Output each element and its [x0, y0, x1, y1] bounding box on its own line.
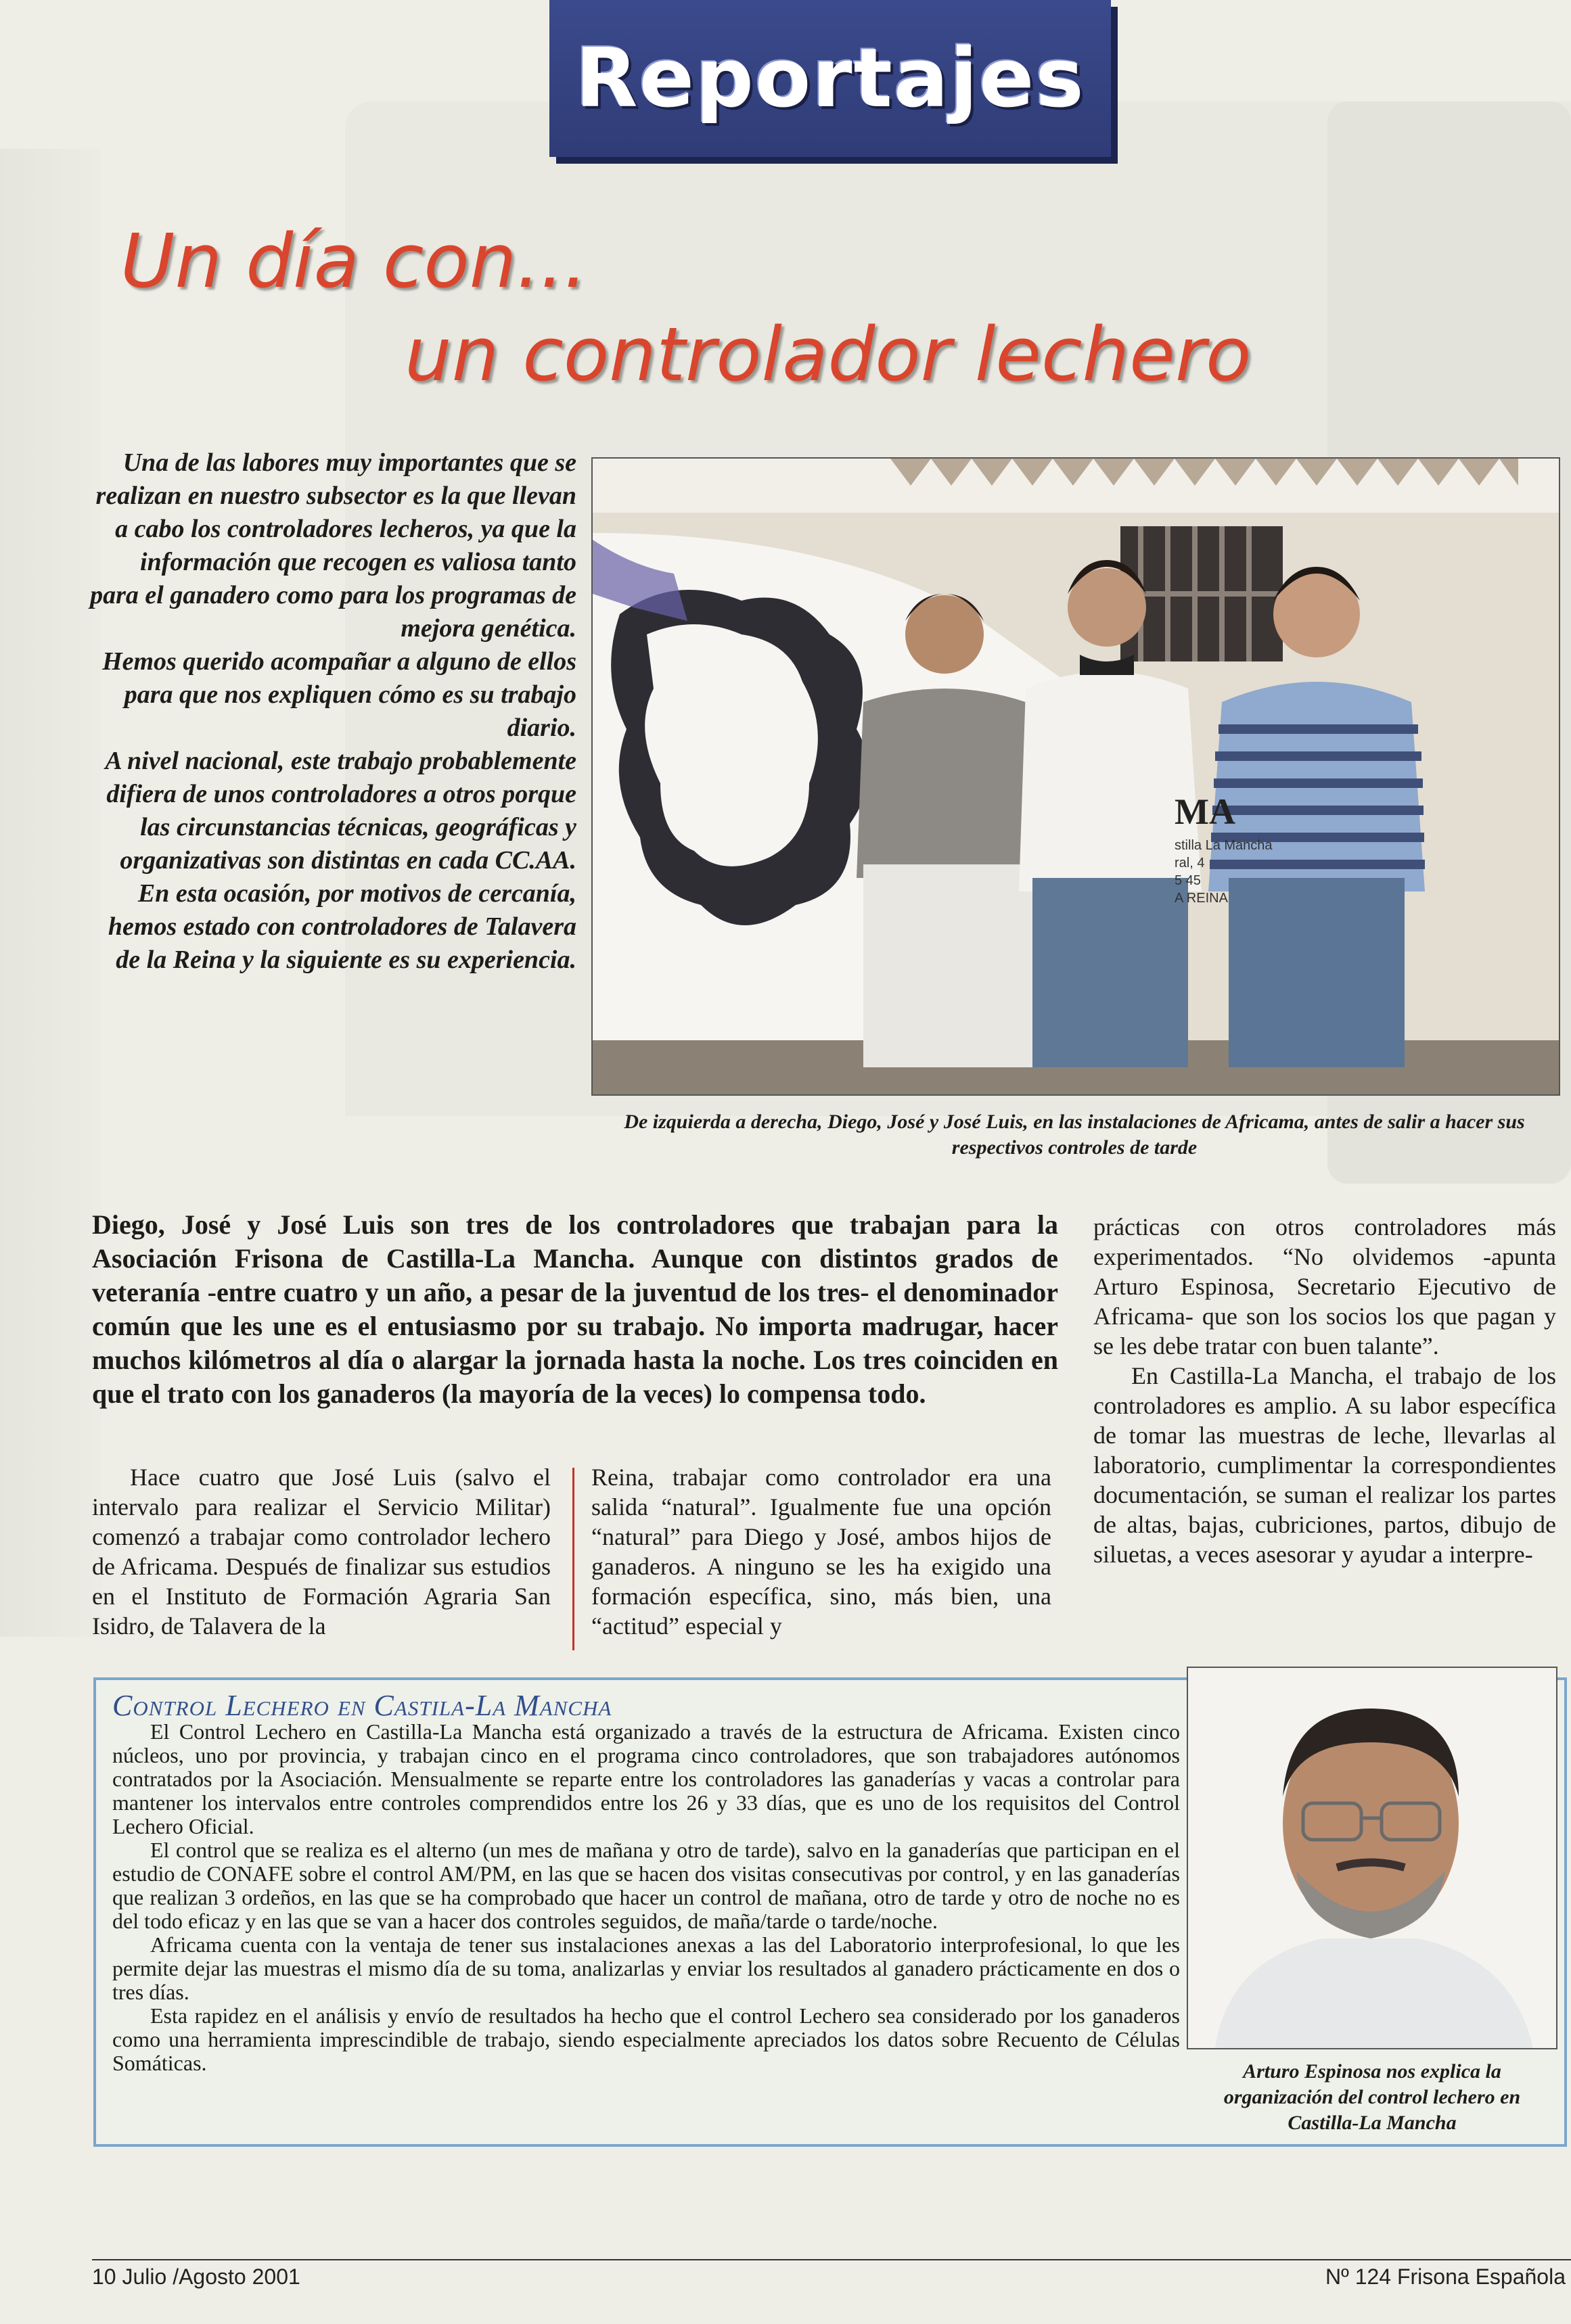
lead-sentence: A nivel nacional, este trabajo probablemente difiera de unos controladores a otros porque las circunstancias técnicas, geográficas y organizativas son distintas en cada CC.AA. — [105, 747, 576, 875]
footer-page-date: 10 Julio /Agosto 2001 — [92, 2264, 300, 2289]
column-divider — [572, 1468, 574, 1650]
lead-sentence: Hemos querido acompañar a alguno de ellos para que nos expliquen cómo es su trabajo diario. — [102, 647, 576, 742]
photo-caption: De izquierda a derecha, Diego, José y José Luis, en las instalaciones de Africama, antes de salir a hacer sus respectivos controles de tarde — [624, 1111, 1525, 1159]
column-b — [591, 1462, 1051, 1641]
column-c — [1093, 1212, 1556, 1569]
van-text-line: stilla La Mancha — [1175, 838, 1273, 853]
background-ghost-left — [0, 149, 101, 1637]
headline-line1: Un día con... — [120, 218, 588, 304]
lead-paragraph — [88, 446, 576, 977]
sidebar-paragraph: El control que se realiza es el alterno (un mes de mañana y otro de tarde), salvo en la ganaderías que participan en el estudio de CONAFE sobre el control AM/PM, en las que se hacen dos visitas consecutivas por control, y en las ganaderías que realizan 3 ordeños, en las que se ha comprobado que hacer un control de mañana, otro de tarde y otro de noche no es del todo eficaz y en las que se van a hacer dos controles seguidos, de maña/tarde o tarde/noche. — [112, 1838, 1180, 1933]
portrait-caption: Arturo Espinosa nos explica la organización del control lechero en Castilla-La Mancha — [1223, 2060, 1521, 2134]
body-paragraph: prácticas con otros controladores más experimentados. “No olvidemos -apunta Arturo Espinosa, Secretario Ejecutivo de Africama- que son los socios los que pagan y se les debe tratar con buen talante”. — [1093, 1213, 1556, 1359]
group-photo — [591, 457, 1560, 1096]
sidebar-paragraph: Esta rapidez en el análisis y envío de resultados ha hecho que el control Lechero sea considerado por los ganaderos como una herramienta imprescindible de trabajo, siendo especialmente apreciados los datos sobre Recuento de Células Somáticas. — [112, 2003, 1180, 2075]
lead-sentence: Una de las labores muy importantes que se realizan en nuestro subsector es la que llevan a cabo los controladores lecheros, ya que la información que recogen es valiosa tanto para el ganadero como para los programas de mejora genética. — [90, 448, 576, 643]
sidebar-paragraph: El Control Lechero en Castilla-La Mancha está organizado a través de la estructura de Africama. Existen cinco núcleos, uno por provincia, y trabajan cinco en el programa cinco controladores, que son trabajadores autónomos contratados por la Asociación. Mensualmente se reparte entre los controladores las ganaderías y vacas a controlar para mantener los intervalos entre controles comprendidos entre los 26 y 33 días, que es uno de los requisitos del Control Lechero Oficial. — [112, 1719, 1180, 1838]
van-text-line: ral, 4 — [1175, 856, 1205, 870]
intro-paragraph: Diego, José y José Luis son tres de los controladores que trabajan para la Asociación Frisona de Castilla-La Mancha. Aunque con distintos grados de veteranía -entre cuatro y un año, a pesar de la juventud de los tres- el denominador común que les une es el entusiasmo por su trabajo. No importa madrugar, hacer muchos kilómetros al día o alargar la jornada hasta la noche. Los tres coinciden en que el trato con los ganaderos (la mayoría de la veces) lo compensa todo. — [92, 1209, 1058, 1409]
sidebar-box — [93, 1677, 1567, 2147]
sidebar-heading: Control Lechero en Castila-La Mancha — [112, 1689, 612, 1722]
column-a — [92, 1462, 551, 1641]
headline-line2: un controlador lechero — [405, 311, 1252, 398]
body-paragraph: En Castilla-La Mancha, el trabajo de los controladores es amplio. A su labor específica de tomar las muestras de leche, llevarlas al laboratorio, cumplimentar la correspondientes documentación, se suman el realizar los partes de altas, bajas, cubriciones, partos, dibujo de siluetas, a veces asesorar y ayudar a interpre- — [1093, 1362, 1556, 1568]
body-paragraph: Reina, trabajar como controlador era una salida “natural”. Igualmente fue una opción “natural” para Diego y José, ambos hijos de ganaderos. A ninguno se les ha exigido una formación específica, sino, más bien, una “actitud” especial y — [591, 1464, 1051, 1640]
van-text-line: A REINA — [1175, 891, 1228, 906]
sidebar-text — [112, 1689, 1180, 2075]
lead-sentence: En esta ocasión, por motivos de cercanía, hemos estado con controladores de Talavera de la Reina y la siguiente es su experiencia. — [108, 879, 576, 974]
footer-issue: Nº 124 Frisona Española — [1325, 2264, 1566, 2289]
body-paragraph: Hace cuatro que José Luis (salvo el intervalo para realizar el Servicio Militar) comenzó a trabajar como controlador lechero de Africama. Después de finalizar sus estudios en el Instituto de Formación Agraria San Isidro, de Talavera de la — [92, 1464, 551, 1640]
portrait-photo — [1187, 1667, 1557, 2049]
section-banner — [549, 0, 1111, 157]
sidebar-paragraph: Africama cuenta con la ventaja de tener sus instalaciones anexas a las del Laboratorio interprofesional, lo que les permite dejar las muestras el mismo día de su toma, analizarlas y enviar los resultados al ganadero prácticamente en dos o tres días. — [112, 1932, 1180, 2004]
footer-rule — [92, 2259, 1571, 2260]
van-logo-text: MA — [1175, 791, 1235, 832]
van-text-line: 5 45 — [1175, 873, 1201, 888]
section-title: Reportajes — [575, 31, 1085, 126]
